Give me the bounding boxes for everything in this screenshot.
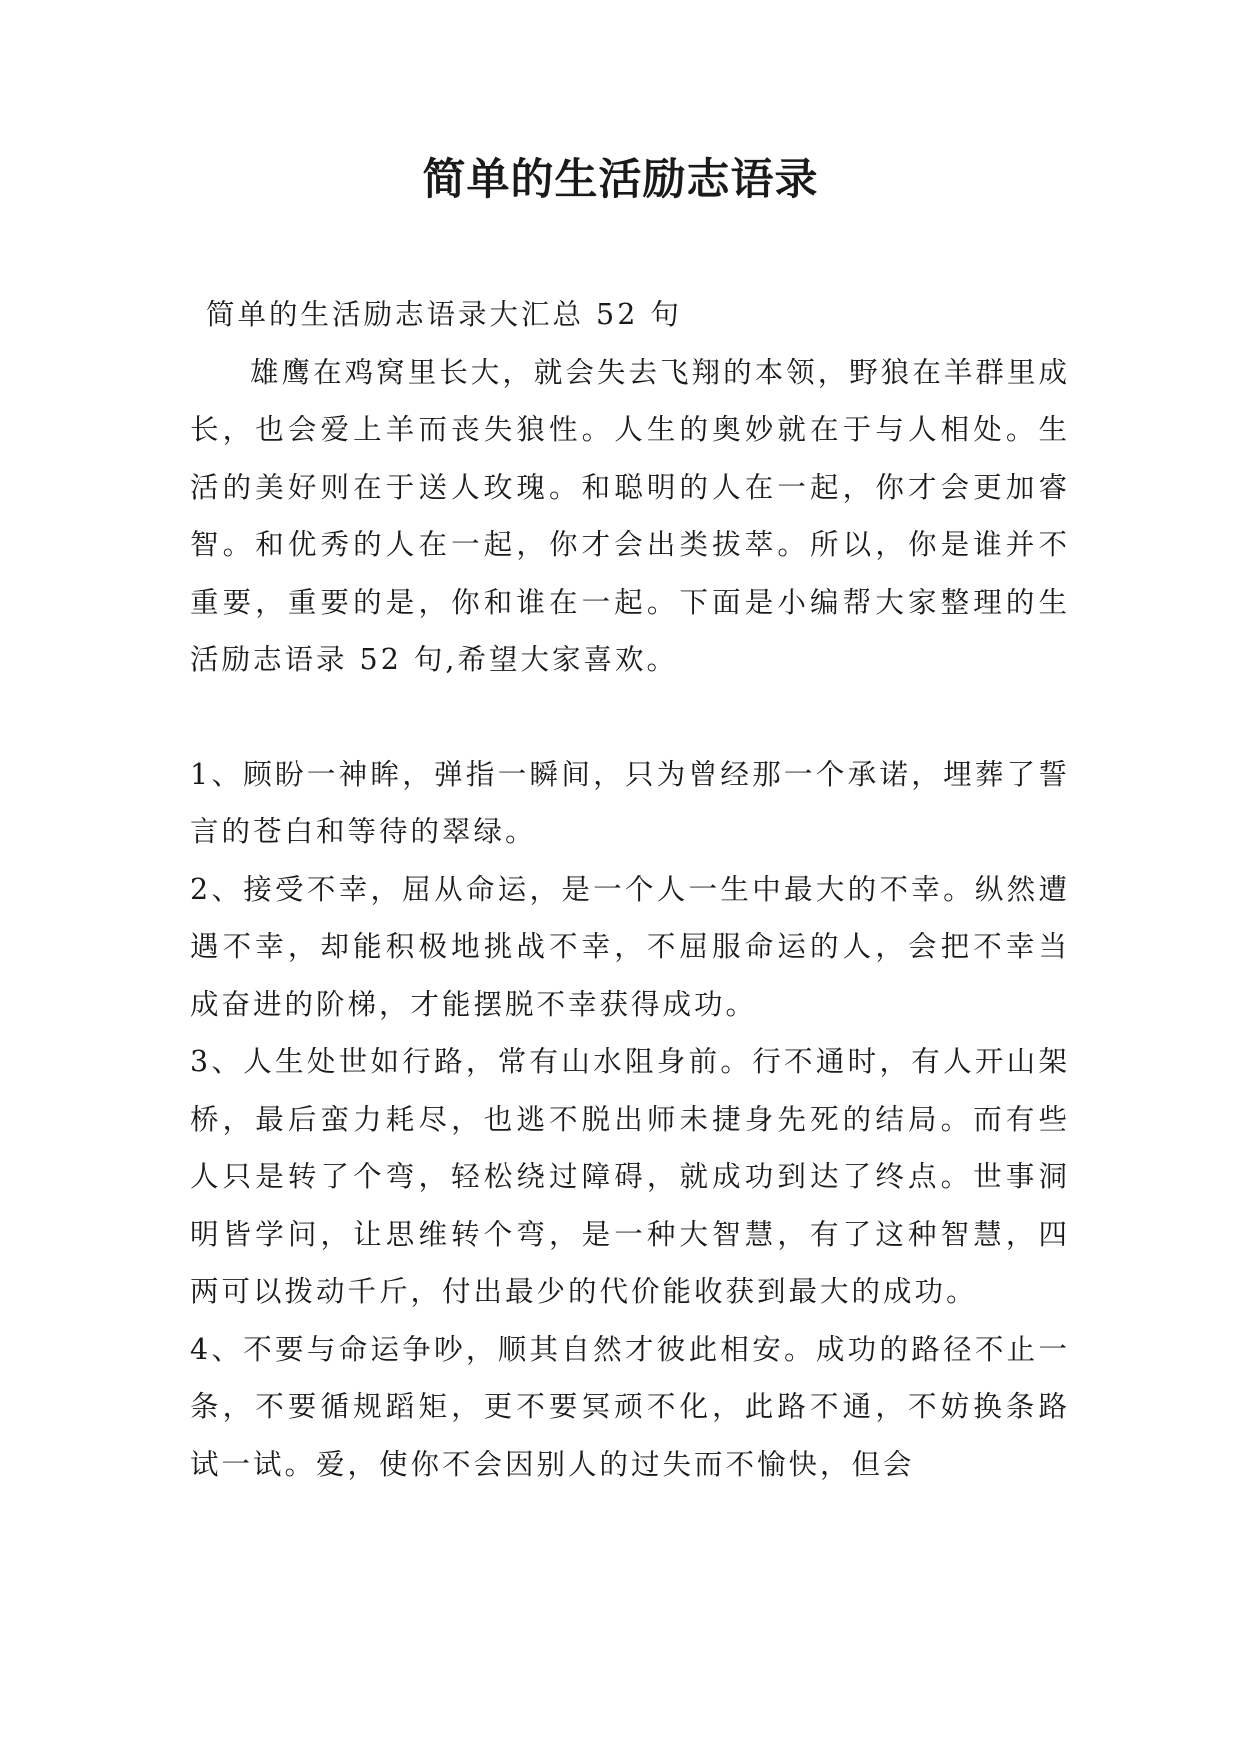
- quote-item-3: 3、人生处世如行路，常有山水阻身前。行不通时，有人开山架桥，最后蛮力耗尽，也逃不脱出师未捷身先死的结局。而有些人只是转了个弯，轻松绕过障碍，就成功到达了终点。世事洞明皆学问，让思维转个弯，是一种大智慧，有了这种智慧，四两可以拨动千斤，付出最少的代价能收获到最大的成功。: [190, 1045, 1070, 1308]
- document-title: 简单的生活励志语录: [422, 155, 819, 205]
- quote-item-1: 1、顾盼一神眸，弹指一瞬间，只为曾经那一个承诺，埋葬了誓言的苍白和等待的翠绿。: [190, 757, 1070, 848]
- intro-paragraph: 雄鹰在鸡窝里长大，就会失去飞翔的本领，野狼在羊群里成长，也会爱上羊而丧失狼性。人生的奥妙就在于与人相处。生活的美好则在于送人玫瑰。和聪明的人在一起，你才会更加睿智。和优秀的人在一起，你才会出类拔萃。所以，你是谁并不重要，重要的是，你和谁在一起。下面是小编帮大家整理的生活励志语录 52 句,希望大家喜欢。: [190, 355, 1070, 676]
- quote-item-4: 4、不要与命运争吵，顺其自然才彼此相安。成功的路径不止一条，不要循规蹈矩，更不要冥顽不化，此路不通，不妨换条路试一试。爱，使你不会因别人的过失而不愉快，但会: [190, 1332, 1070, 1481]
- document-subtitle: 简单的生活励志语录大汇总 52 句: [206, 298, 682, 331]
- paragraph-spacer: [190, 689, 1070, 746]
- quote-item-2: 2、接受不幸，屈从命运，是一个人一生中最大的不幸。纵然遭遇不幸，却能积极地挑战不幸，不屈服命运的人，会把不幸当成奋进的阶梯，才能摆脱不幸获得成功。: [190, 872, 1070, 1021]
- document-body: [190, 286, 1070, 1493]
